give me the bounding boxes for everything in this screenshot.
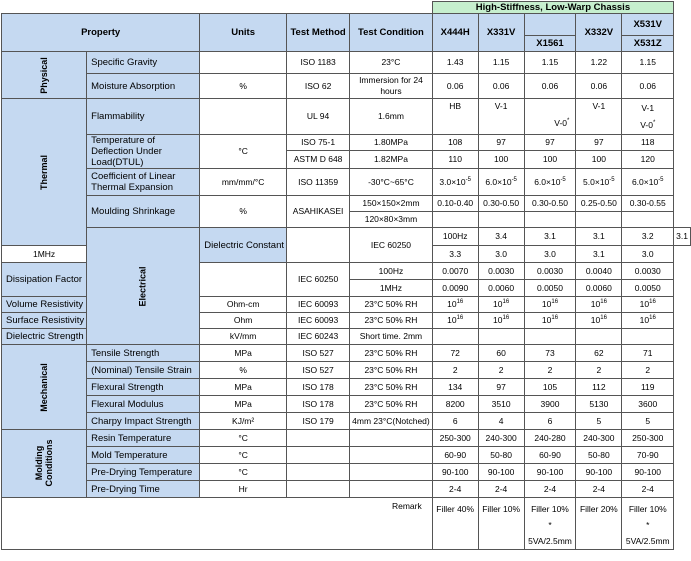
method-cell: [287, 430, 350, 447]
value-cell: 1.43: [432, 52, 478, 74]
value-cell: [622, 169, 674, 196]
property-label: Surface Resistivity: [2, 313, 87, 329]
value-cell: 112: [576, 379, 622, 396]
exponent: 16: [502, 299, 510, 306]
property-label: Dissipation Factor: [2, 263, 87, 297]
value-cell: 3900: [524, 396, 576, 413]
exponent: 16: [456, 299, 464, 306]
value-cell: 240-300: [478, 430, 524, 447]
value-cell: 0.06: [432, 74, 478, 99]
unit-cell: °C: [200, 135, 287, 169]
condition-cell: [350, 447, 433, 464]
exponent: 16: [649, 299, 656, 306]
grade-header: X1561: [524, 36, 576, 52]
category-label: Electrical: [137, 265, 148, 307]
category-label: Thermal: [38, 154, 49, 190]
value-cell: 3.1: [524, 228, 576, 246]
condition-cell: 23°C 50% RH: [350, 396, 433, 413]
condition-cell: 1.6mm: [350, 99, 433, 135]
value-cell: [576, 313, 622, 329]
value-cell: 0.06: [622, 74, 674, 99]
remark-cell: [622, 498, 674, 550]
value-cell: 90-100: [622, 464, 674, 481]
value-text: 3.0×10: [439, 176, 466, 187]
method-cell: ISO 178: [287, 379, 350, 396]
value-cell: 0.0050: [524, 280, 576, 297]
condition-cell: 1.82MPa: [350, 151, 433, 169]
unit-cell: MPa: [200, 379, 287, 396]
value-text: 10: [541, 299, 552, 309]
value-cell: 97: [478, 379, 524, 396]
grade-header: X332V: [576, 14, 622, 52]
category-label: Physical: [38, 56, 49, 94]
exponent: 16: [600, 315, 607, 322]
value-cell: 0.0090: [432, 280, 478, 297]
value-cell: 4: [478, 413, 524, 430]
exponent: 16: [456, 315, 464, 322]
value-cell: 2-4: [432, 481, 478, 498]
value-cell: 1.15: [622, 52, 674, 74]
value-cell: 250-300: [622, 430, 674, 447]
property-label: Temperature of Deflection Under Load(DTUL): [87, 135, 200, 169]
value-cell: [432, 169, 478, 196]
remark-cell: [524, 498, 576, 550]
value-cell: 0.06: [478, 74, 524, 99]
value-cell: 3.3: [432, 246, 478, 263]
test-condition-header: Test Condition: [350, 14, 433, 52]
value-cell: 250-300: [432, 430, 478, 447]
value-sub: [624, 120, 671, 131]
property-label: Coefficient of Linear Thermal Expansion: [87, 169, 200, 196]
units-header: Units: [200, 14, 287, 52]
value-cell: 2-4: [478, 481, 524, 498]
value-text: 10: [639, 299, 650, 309]
value-text: 10: [590, 315, 601, 325]
unit-cell: °C: [200, 464, 287, 481]
value-cell: 71: [622, 345, 674, 362]
property-header: Property: [2, 14, 200, 52]
grade-header: X531V: [622, 14, 674, 36]
property-label: Moulding Shrinkage: [87, 196, 200, 228]
value-text: 10: [639, 315, 650, 325]
value-cell: 0.06: [576, 74, 622, 99]
condition-cell: 23°C 50% RH: [350, 313, 433, 329]
exponent: 16: [600, 299, 607, 306]
grade-header: X444H: [432, 14, 478, 52]
exponent: -5: [465, 176, 471, 183]
remark-cell: Filler 10%: [478, 498, 524, 550]
value-cell: 1.15: [478, 52, 524, 74]
value-cell: 2: [622, 362, 674, 379]
condition-cell: 1MHz: [350, 280, 433, 297]
value-cell: 2: [576, 362, 622, 379]
value-cell: [524, 212, 576, 228]
value-cell: 97: [576, 135, 622, 151]
value-cell: [432, 212, 478, 228]
value-cell: 240-300: [576, 430, 622, 447]
material-properties-table: [1, 1, 691, 550]
value-cell: 120: [622, 151, 674, 169]
value-cell: 0.10-0.40: [432, 196, 478, 212]
value-cell: 72: [432, 345, 478, 362]
condition-cell: 23°C 50% RH: [350, 379, 433, 396]
unit-cell: mm/mm/°C: [200, 169, 287, 196]
value-text: 10: [493, 299, 503, 309]
method-cell: ISO 62: [287, 74, 350, 99]
value-text: 10: [493, 315, 503, 325]
value-text: 6.0×10: [485, 176, 512, 187]
property-label: Pre-Drying Temperature: [87, 464, 200, 481]
value-cell: 50-80: [576, 447, 622, 464]
unit-cell: [200, 263, 287, 297]
value-cell: 3.0: [478, 246, 524, 263]
property-label: Flammability: [87, 99, 200, 135]
value-cell: 0.30-0.50: [478, 196, 524, 212]
condition-cell: 150×150×2mm: [350, 196, 433, 212]
value-cell: 3.1: [674, 228, 691, 246]
value-cell: 3.4: [478, 228, 524, 246]
unit-cell: %: [200, 196, 287, 228]
method-cell: [287, 447, 350, 464]
value-text: 6.0×10: [534, 176, 561, 187]
remark-cell: Filler 20%: [576, 498, 622, 550]
value-cell: 97: [524, 135, 576, 151]
unit-cell: MPa: [200, 345, 287, 362]
value-text: 10: [541, 315, 552, 325]
property-label: Volume Resistivity: [2, 297, 87, 313]
value-cell: [524, 313, 576, 329]
value-cell: [432, 329, 478, 345]
method-cell: [287, 481, 350, 498]
value-cell: 118: [622, 135, 674, 151]
value-cell: 134: [432, 379, 478, 396]
value-cell: 90-100: [478, 464, 524, 481]
value-cell: 8200: [432, 396, 478, 413]
value-cell: [622, 212, 674, 228]
value-cell: [576, 297, 622, 313]
value-cell: 240-280: [524, 430, 576, 447]
value-cell: 50-80: [478, 447, 524, 464]
condition-cell: 23°C 50% RH: [350, 362, 433, 379]
value-cell: [576, 329, 622, 345]
property-label: Tensile Strength: [87, 345, 200, 362]
value-cell: 3510: [478, 396, 524, 413]
value-cell: 6: [432, 413, 478, 430]
value-cell: 3.1: [576, 228, 622, 246]
value-cell: 6: [524, 413, 576, 430]
value-cell: 90-100: [576, 464, 622, 481]
condition-cell: Short time. 2mm: [350, 329, 433, 345]
method-cell: IEC 60243: [287, 329, 350, 345]
value-text: 6.0×10: [631, 176, 659, 187]
condition-cell: -30°C~65°C: [350, 169, 433, 196]
value-cell: 70-90: [622, 447, 674, 464]
method-cell: ASAHIKASEI: [287, 196, 350, 228]
method-cell: IEC 60250: [350, 228, 433, 263]
value-text: 5.0×10: [583, 176, 610, 187]
category-physical: [2, 52, 87, 99]
value-cell: 1.15: [524, 52, 576, 74]
condition-cell: [350, 430, 433, 447]
value-cell: 3600: [622, 396, 674, 413]
unit-cell: Ohm: [200, 313, 287, 329]
property-label: Pre-Drying Time: [87, 481, 200, 498]
value-cell: 5130: [576, 396, 622, 413]
grade-header: X331V: [478, 14, 524, 52]
property-label: Specific Gravity: [87, 52, 200, 74]
value-cell: 90-100: [524, 464, 576, 481]
value-cell: 0.30-0.50: [524, 196, 576, 212]
value-cell: 0.0030: [478, 263, 524, 280]
method-cell: ISO 178: [287, 396, 350, 413]
value-cell: 5: [576, 413, 622, 430]
condition-cell: [350, 464, 433, 481]
category-label: Mechanical: [38, 362, 49, 412]
condition-cell: Immersion for 24 hours: [350, 74, 433, 99]
condition-cell: 1.80MPa: [350, 135, 433, 151]
method-cell: IEC 60093: [287, 313, 350, 329]
value-cell: 3.0: [524, 246, 576, 263]
exponent: 16: [649, 315, 656, 322]
value-text: 10: [590, 299, 601, 309]
property-label: Flexural Strength: [87, 379, 200, 396]
condition-cell: 23°C 50% RH: [350, 345, 433, 362]
grade-header: X531Z: [622, 36, 674, 52]
unit-cell: %: [200, 362, 287, 379]
value-cell: 0.0060: [478, 280, 524, 297]
value-cell: HB: [432, 99, 478, 135]
remark-text: Filler 10%: [531, 504, 569, 514]
value-cell: 60: [478, 345, 524, 362]
chassis-group-header: High-Stiffness, Low-Warp Chassis: [432, 2, 673, 14]
value-cell: 100: [478, 151, 524, 169]
value-text: V-0: [640, 119, 653, 130]
value-cell: V-1: [576, 99, 622, 135]
value-cell: 2: [478, 362, 524, 379]
value-cell: [524, 297, 576, 313]
value-cell: [622, 329, 674, 345]
exponent: -5: [658, 176, 664, 183]
remark-text: Filler 10%: [628, 504, 667, 514]
test-method-header: Test Method: [287, 14, 350, 52]
value-cell: 2-4: [622, 481, 674, 498]
value-cell: 73: [524, 345, 576, 362]
condition-cell: 4mm 23°C(Notched): [350, 413, 433, 430]
condition-cell: 120×80×3mm: [350, 212, 433, 228]
method-cell: ISO 527: [287, 362, 350, 379]
condition-cell: [350, 481, 433, 498]
value-text: V-1: [641, 102, 655, 113]
value-cell: 60-90: [432, 447, 478, 464]
value-cell: 0.0040: [576, 263, 622, 280]
value-cell: [478, 169, 524, 196]
method-cell: [287, 464, 350, 481]
header-spacer: [2, 2, 433, 14]
exponent: -5: [609, 176, 615, 183]
category-thermal: [2, 99, 87, 246]
value-cell: [478, 212, 524, 228]
method-cell: ISO 75-1: [287, 135, 350, 151]
condition-cell: 1MHz: [2, 246, 87, 263]
exponent: 16: [551, 299, 559, 306]
property-label: Flexural Modulus: [87, 396, 200, 413]
condition-cell: 23°C: [350, 52, 433, 74]
value-cell: [432, 313, 478, 329]
method-cell: ISO 1183: [287, 52, 350, 74]
value-cell: 5: [622, 413, 674, 430]
value-cell: [524, 169, 576, 196]
unit-cell: %: [200, 74, 287, 99]
unit-cell: Hr: [200, 481, 287, 498]
value-cell: V-1: [478, 99, 524, 135]
category-label: Molding Conditions: [34, 439, 55, 487]
unit-cell: Ohm-cm: [200, 297, 287, 313]
value-cell: 0.0030: [524, 263, 576, 280]
remark-cell: Filler 40%: [432, 498, 478, 550]
value-cell: 108: [432, 135, 478, 151]
value-cell: 110: [432, 151, 478, 169]
value-cell: 119: [622, 379, 674, 396]
value-cell: [576, 212, 622, 228]
value-cell: 97: [478, 135, 524, 151]
value-cell: [524, 99, 576, 135]
method-cell: ISO 11359: [287, 169, 350, 196]
method-cell: IEC 60250: [287, 263, 350, 297]
exponent: 16: [551, 315, 559, 322]
value-cell: [524, 329, 576, 345]
value-cell: 0.0060: [576, 280, 622, 297]
value-cell: 2-4: [576, 481, 622, 498]
category-mechanical: [2, 345, 87, 430]
property-label: Resin Temperature: [87, 430, 200, 447]
value-cell: 2: [524, 362, 576, 379]
value-text: 10: [447, 299, 457, 309]
exponent: 16: [502, 315, 510, 322]
footnote-mark: *: [567, 118, 570, 125]
footnote-mark: *: [652, 119, 656, 126]
unit-cell: °C: [200, 430, 287, 447]
property-label: Moisture Absorption: [87, 74, 200, 99]
value-cell: 2: [432, 362, 478, 379]
value-cell: [478, 329, 524, 345]
value-cell: 105: [524, 379, 576, 396]
value-cell: [432, 297, 478, 313]
value-cell: 60-90: [524, 447, 576, 464]
value-cell: 2-4: [524, 481, 576, 498]
value-cell: 3.0: [622, 246, 674, 263]
value-cell: 100: [524, 151, 576, 169]
method-cell: ASTM D 648: [287, 151, 350, 169]
unit-cell: °C: [200, 447, 287, 464]
unit-cell: KJ/m²: [200, 413, 287, 430]
exponent: -5: [560, 176, 566, 183]
value-cell: 3.2: [622, 228, 674, 246]
method-cell: UL 94: [287, 99, 350, 135]
value-cell: 62: [576, 345, 622, 362]
method-cell: IEC 60093: [287, 297, 350, 313]
value-cell: [478, 313, 524, 329]
property-label: Mold Temperature: [87, 447, 200, 464]
value-cell: [478, 297, 524, 313]
remark-note: * 5VA/2.5mm: [625, 520, 670, 546]
value-cell: 3.1: [576, 246, 622, 263]
unit-cell: MPa: [200, 396, 287, 413]
value-cell: 0.06: [524, 74, 576, 99]
value-cell: [622, 99, 674, 135]
category-molding: [2, 430, 87, 498]
value-cell: [622, 297, 674, 313]
unit-cell: [200, 52, 287, 74]
value-cell: 0.0030: [622, 263, 674, 280]
value-cell: [622, 313, 674, 329]
method-cell: ISO 527: [287, 345, 350, 362]
value-cell: 0.30-0.55: [622, 196, 674, 212]
method-cell: ISO 179: [287, 413, 350, 430]
value-cell: [576, 169, 622, 196]
property-label: Dielectric Constant: [200, 228, 287, 263]
value-cell: 1.22: [576, 52, 622, 74]
value-cell: 100: [576, 151, 622, 169]
condition-cell: 23°C 50% RH: [350, 297, 433, 313]
unit-cell: [200, 99, 287, 135]
value-cell: 0.0050: [622, 280, 674, 297]
property-label: Dielectric Strength: [2, 329, 87, 345]
value-cell: 0.0070: [432, 263, 478, 280]
property-label: Charpy Impact Strength: [87, 413, 200, 430]
value-text: V-0: [554, 118, 568, 128]
condition-cell: 100Hz: [432, 228, 478, 246]
value-cell: 0.25-0.50: [576, 196, 622, 212]
remark-note: * 5VA/2.5mm: [528, 520, 572, 546]
property-label: (Nominal) Tensile Strain: [87, 362, 200, 379]
grade-header-empty: [524, 14, 576, 36]
value-text: 10: [447, 315, 457, 325]
value-cell: 90-100: [432, 464, 478, 481]
remark-label: Remark: [2, 498, 433, 550]
unit-cell: kV/mm: [200, 329, 287, 345]
condition-cell: 100Hz: [350, 263, 433, 280]
exponent: -5: [511, 176, 517, 183]
category-electrical: [87, 228, 200, 345]
unit-cell: [287, 228, 350, 263]
